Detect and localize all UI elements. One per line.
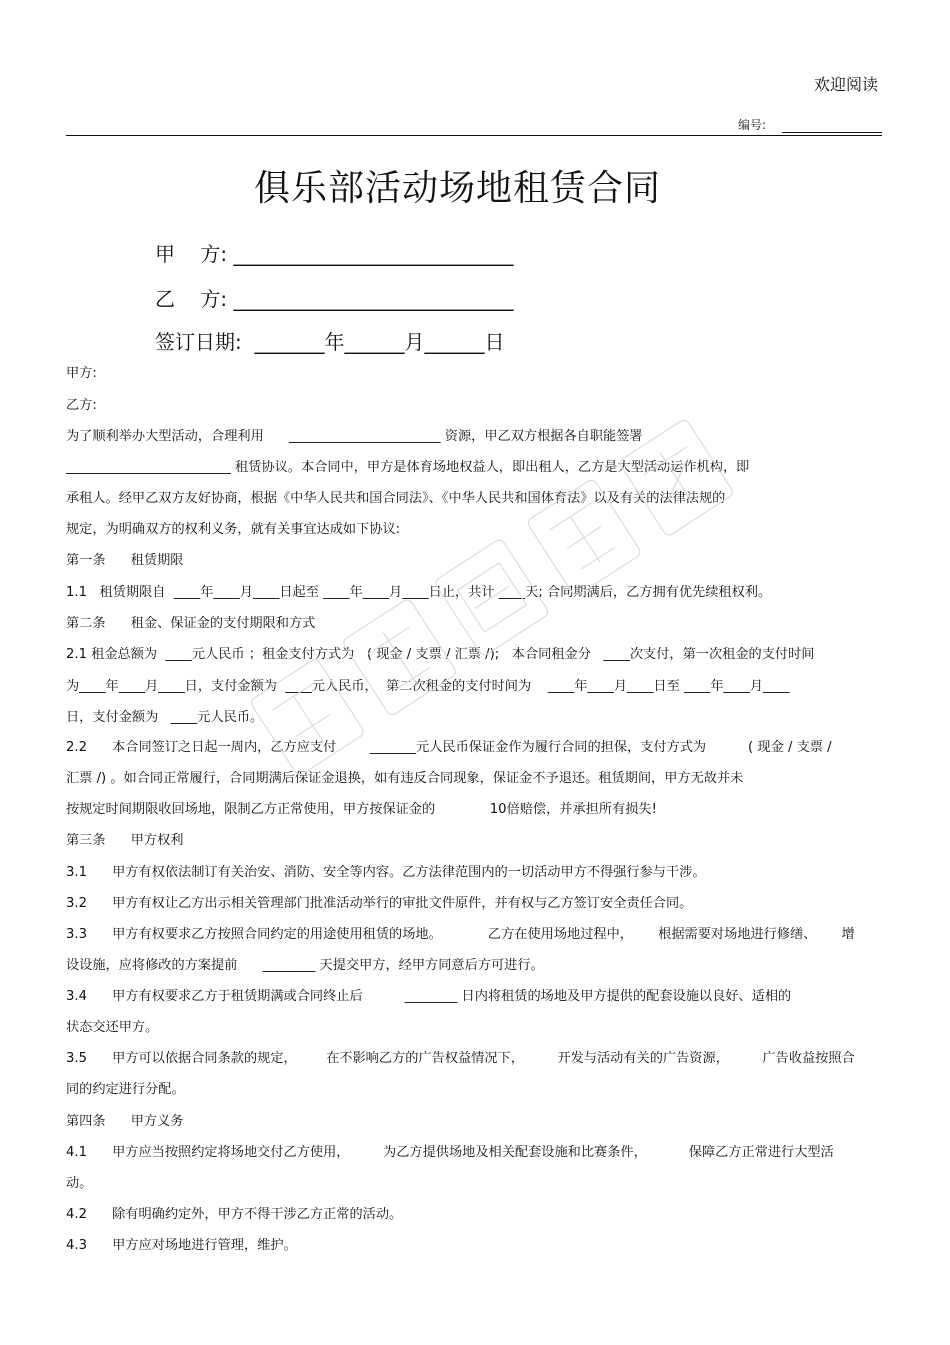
body-line: 设设施，应将修改的方案提前 ________ 天提交甲方，经甲方同意后方可进行。	[66, 958, 544, 973]
party-b-line: 乙 方: ____________________________	[155, 287, 514, 311]
article-heading: 第一条 租赁期限	[66, 553, 184, 568]
body-line: 承租人。经甲乙双方友好协商，根据《中华人民共和国合同法》、《中华人民共和国体育法》以及有关的法律法规的	[66, 491, 726, 506]
doc-number-label: 编号:	[737, 118, 766, 132]
signing-date-line: 签订日期: _______年______月______日	[155, 330, 505, 354]
body-line: 4.1 甲方应当按照约定将场地交付乙方使用， 为乙方提供场地及相关配套设施和比赛条件， 保障乙方正常进行大型活	[66, 1145, 834, 1160]
body-line: 为了顺利举办大型活动，合理利用 _______________________ 资源，甲乙双方根据各自职能签署	[66, 429, 643, 444]
article-heading: 第二条 租金、保证金的支付期限和方式	[66, 616, 316, 631]
body-line: 3.5 甲方可以依据合同条款的规定， 在不影响乙方的广告权益情况下， 开发与活动有关的广告资源， 广告收益按照合	[66, 1051, 855, 1066]
body-line: 2.2 本合同签订之日起一周内，乙方应支付 _______元人民币保证金作为履行合同的担保，支付方式为 ( 现金 / 支票 /	[66, 740, 832, 755]
doc-number-blank	[782, 120, 882, 133]
body-line: 汇票 /) 。如合同正常履行，合同期满后保证金退换，如有违反合同现象，保证金不予退还。租赁期间，甲方无故并未	[66, 771, 744, 786]
header-rule	[66, 135, 882, 136]
body-line: 4.2 除有明确约定外，甲方不得干涉乙方正常的活动。	[66, 1207, 403, 1222]
body-line: 2.1 租金总额为 ____元人民币 ；租金支付方式为 ( 现金 / 支票 / 汇票 /); 本合同租金分 ____次支付，第一次租金的支付时间	[66, 647, 815, 662]
body-line: 动。	[66, 1176, 93, 1191]
body-line: 3.3 甲方有权要求乙方按照合同约定的用途使用租赁的场地。 乙方在使用场地过程中， 根据需要对场地进行修缮、 增	[66, 927, 855, 942]
body-line: 状态交还甲方。	[66, 1020, 159, 1035]
body-line: 3.1 甲方有权依法制订有关治安、消防、安全等内容。乙方法律范围内的一切活动甲方不得强行参与干涉。	[66, 865, 706, 880]
body-line: _________________________ 租赁协议。本合同中，甲方是体育场地权益人，即出租人，乙方是大型活动运作机构，即	[66, 460, 750, 475]
body-line: 日，支付金额为 ____元人民币。	[66, 710, 264, 725]
body-line: 为____年____月____日，支付金额为 ____元人民币， 第二次租金的支付时间为 ____年____月____日至 ____年____月____	[66, 679, 790, 694]
body-line: 同的约定进行分配。	[66, 1082, 185, 1097]
party-a-line: 甲 方: ____________________________	[155, 242, 514, 266]
body-line: 乙方:	[66, 398, 97, 413]
header-note: 欢迎阅读	[813, 75, 878, 94]
article-heading: 第三条 甲方权利	[66, 833, 184, 848]
article-heading: 第四条 甲方义务	[66, 1114, 184, 1129]
document-title: 俱乐部活动场地租赁合同	[253, 168, 661, 209]
body-line: 规定，为明确双方的权利义务，就有关事宜达成如下协议:	[66, 522, 401, 537]
body-line: 3.2 甲方有权让乙方出示相关管理部门批准活动举行的审批文件原件，并有权与乙方签订安全责任合同。	[66, 896, 693, 911]
doc-number	[738, 116, 882, 133]
body-line: 4.3 甲方应对场地进行管理，维护。	[66, 1238, 297, 1253]
body-line: 按规定时间期限收回场地，限制乙方正常使用，甲方按保证金的 10倍赔偿，并承担所有损失!	[66, 802, 657, 817]
body-line: 1.1 租赁期限自 ____年____月____日起至 ____年____月____日止，共计 ____天; 合同期满后，乙方拥有优先续租权利。	[66, 585, 772, 600]
body-line: 3.4 甲方有权要求乙方于租赁期满或合同终止后 ________ 日内将租赁的场地及甲方提供的配套设施以良好、适相的	[66, 989, 792, 1004]
body-line: 甲方:	[66, 366, 97, 381]
